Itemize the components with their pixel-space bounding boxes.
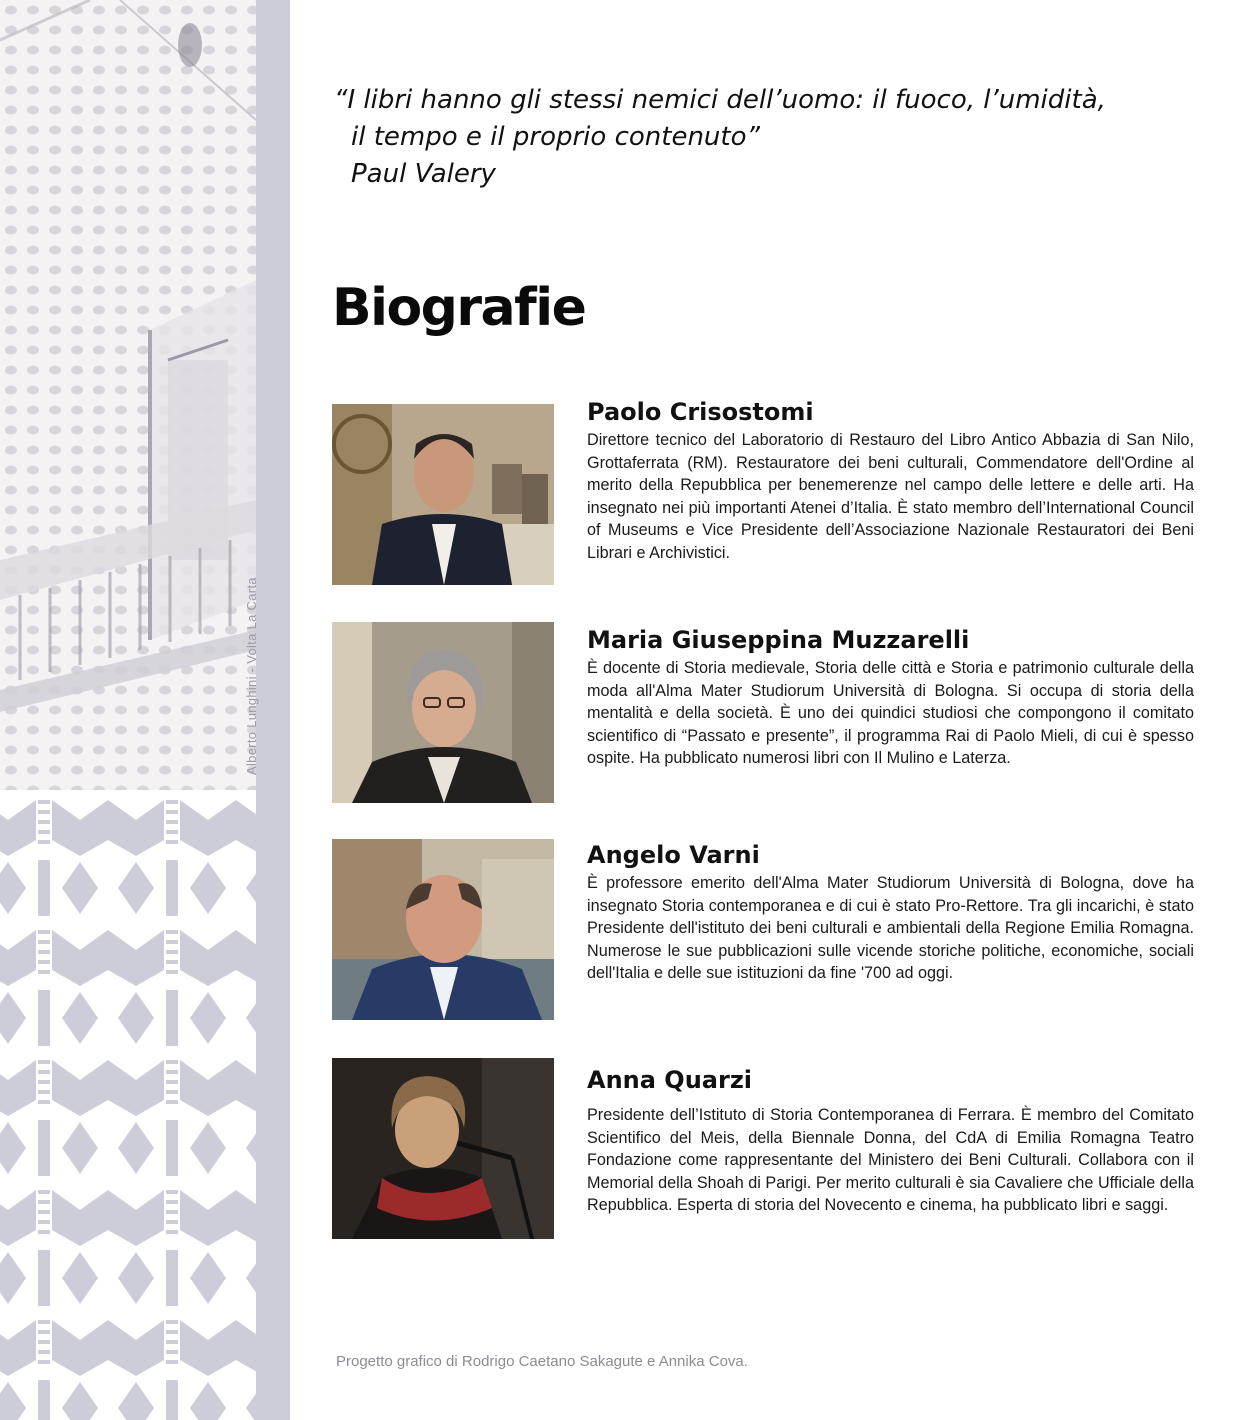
bio-name: Angelo Varni xyxy=(587,841,760,869)
section-title: Biografie xyxy=(332,278,586,338)
bio-description: È docente di Storia medievale, Storia delle città e Storia e patrimonio culturale della moda all'Alma Mater Studiorum Università di Bologna. Si occupa di storia della mentalità e della società. È uno dei quindici studiosi che compongono il comitato scientifico di “Passato e presente”, il programma Rai di Paolo Mieli, di cui è spesso ospite. Ha pubblicato numerosi libri con Il Mulino e Laterza. xyxy=(587,659,1194,768)
epigraph-quote xyxy=(334,82,1194,193)
footer-credit: Progetto grafico di Rodrigo Caetano Sakagute e Annika Cova. xyxy=(336,1353,748,1370)
portrait-photo xyxy=(332,622,554,803)
portrait-photo xyxy=(332,404,554,585)
watercolor-illustration xyxy=(0,0,256,1420)
portrait-photo xyxy=(332,1058,554,1239)
bio-description: Presidente dell’Istituto di Storia Contemporanea di Ferrara. È membro del Comitato Scientifico del Meis, della Biennale Donna, del CdA di Emilia Romagna Teatro Fondazione come rappresentante del Ministero dei Beni Culturali. Collabora con il Memorial della Shoah di Parigi. Per merito culturali è sia Cavaliere che Ufficiale della Repubblica. Esperta di storia del Novecento e cinema, ha pubblicato libri e saggi. xyxy=(587,1106,1194,1215)
side-stripe xyxy=(256,0,290,1420)
bio-text xyxy=(587,839,1194,985)
artwork-credit: Alberto Lunghini - Volta La Carta xyxy=(244,577,259,775)
bio-name: Maria Giuseppina Muzzarelli xyxy=(587,626,970,654)
bio-description: Direttore tecnico del Laboratorio di Restauro del Libro Antico Abbazia di San Nilo, Grottaferrata (RM). Restauratore dei beni culturali, Commendatore dell'Ordine al merito della Repubblica per benemerenze nel campo delle lettere e delle arti. Ha insegnato nei più importanti Atenei d’Italia. È stato membro dell’International Council of Museums e Vice Presidente dell’Associazione Nazionale Restauratori dei Beni Librari e Archivistici. xyxy=(587,431,1194,562)
quote-line-2: il tempo e il proprio contenuto” xyxy=(351,122,760,152)
bio-text xyxy=(587,624,1194,770)
bio-name: Paolo Crisostomi xyxy=(587,398,814,426)
quote-author: Paul Valery xyxy=(351,159,496,189)
bio-text xyxy=(587,396,1194,565)
bio-text xyxy=(587,1064,1194,1217)
quote-line-1: “I libri hanno gli stessi nemici dell’uomo: il fuoco, l’umidità, xyxy=(334,85,1106,115)
decorative-artwork-panel xyxy=(0,0,256,1420)
bio-description: È professore emerito dell'Alma Mater Studiorum Università di Bologna, dove ha insegnato Storia contemporanea e di cui è stato Pro-Rettore. Tra gli incarichi, è stato Presidente dell'istituto dei beni culturali e ambientali della Regione Emilia Romagna. Numerose le sue pubblicazioni sulle vicende storiche politiche, economiche, sociali dell'Italia e delle sue istituzioni da fine '700 ad oggi. xyxy=(587,874,1194,983)
bio-name: Anna Quarzi xyxy=(587,1066,753,1094)
portrait-photo xyxy=(332,839,554,1020)
